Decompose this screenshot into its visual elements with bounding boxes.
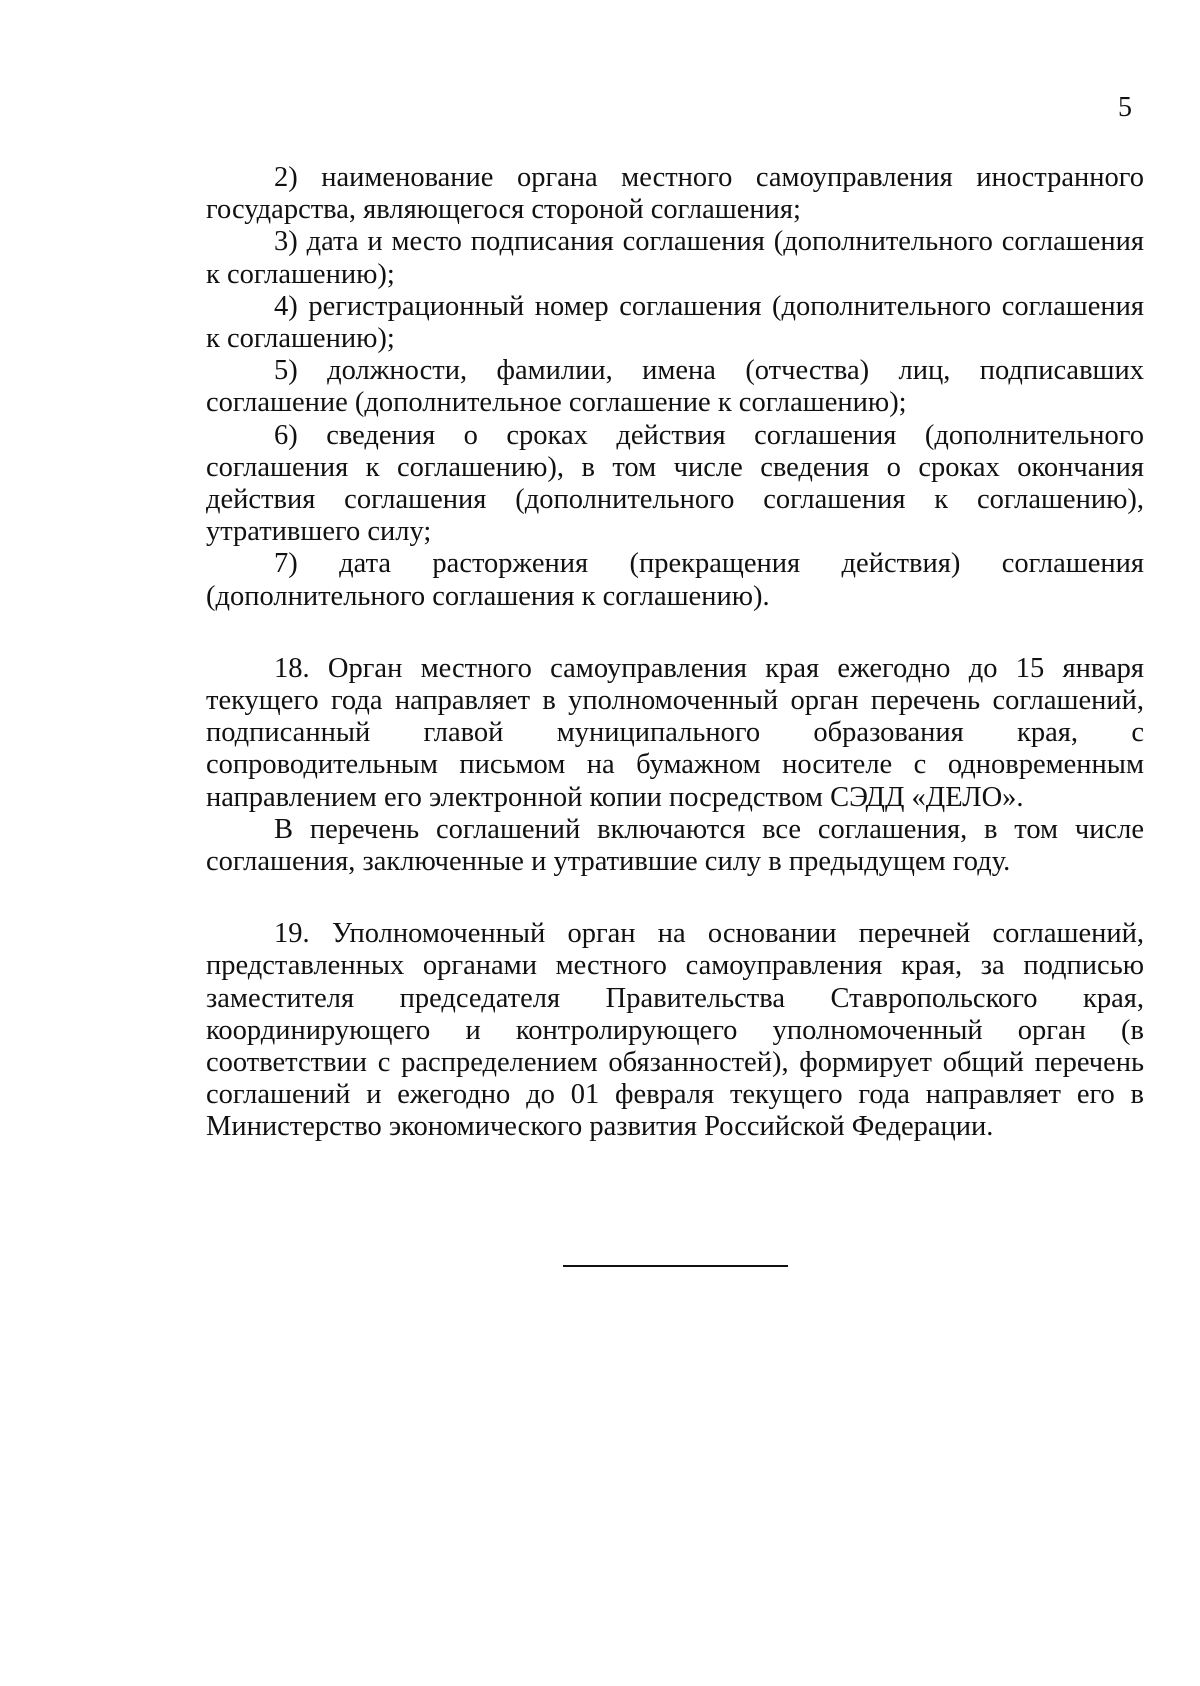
list-item-2: 2) наименование органа местного самоуправления иностранного государства, являющегося стороной соглашения; [206, 162, 1144, 226]
list-item-4: 4) регистрационный номер соглашения (дополнительного соглашения к соглашению); [206, 290, 1144, 355]
paragraph-gap [206, 613, 1144, 653]
section-18-paragraph: 18. Орган местного самоуправления края ежегодно до 15 января текущего года направляет в уполномоченный орган перечень соглашений, подписанный главой муниципального образования края, с сопроводительным письмом на бумажном носителе с одновременным направлением его электронной копии посредством СЭДД «ДЕЛО». [206, 652, 1144, 813]
section-19-paragraph: 19. Уполномоченный орган на основании перечней соглашений, представленных органами местного самоуправления края, за подписью заместителя председателя Правительства Ставропольского края, координирующего и контролирующего уполномоченный орган (в соответствии с распределением обязанностей), формирует общий перечень соглашений и ежегодно до 01 февраля текущего года направляет его в Министерство экономического развития Российской Федерации. [206, 918, 1144, 1143]
list-item-3: 3) дата и место подписания соглашения (дополнительного соглашения к соглашению); [206, 226, 1144, 290]
section-18-continuation: В перечень соглашений включаются все соглашения, в том числе соглашения, заключенные и утратившие силу в предыдущем году. [206, 813, 1144, 878]
page-number: 5 [1118, 92, 1132, 123]
paragraph-gap [206, 878, 1144, 918]
list-item-7: 7) дата расторжения (прекращения действия) соглашения (дополнительного соглашения к соглашению). [206, 548, 1144, 612]
end-separator-line [563, 1265, 788, 1267]
document-body [206, 162, 1144, 1144]
list-item-5: 5) должности, фамилии, имена (отчества) лиц, подписавших соглашение (дополнительное соглашение к соглашению); [206, 355, 1144, 419]
list-item-6: 6) сведения о сроках действия соглашения (дополнительного соглашения к соглашению), в том числе сведения о сроках окончания действия соглашения (дополнительного соглашения к соглашению), утратившего силу; [206, 419, 1144, 548]
